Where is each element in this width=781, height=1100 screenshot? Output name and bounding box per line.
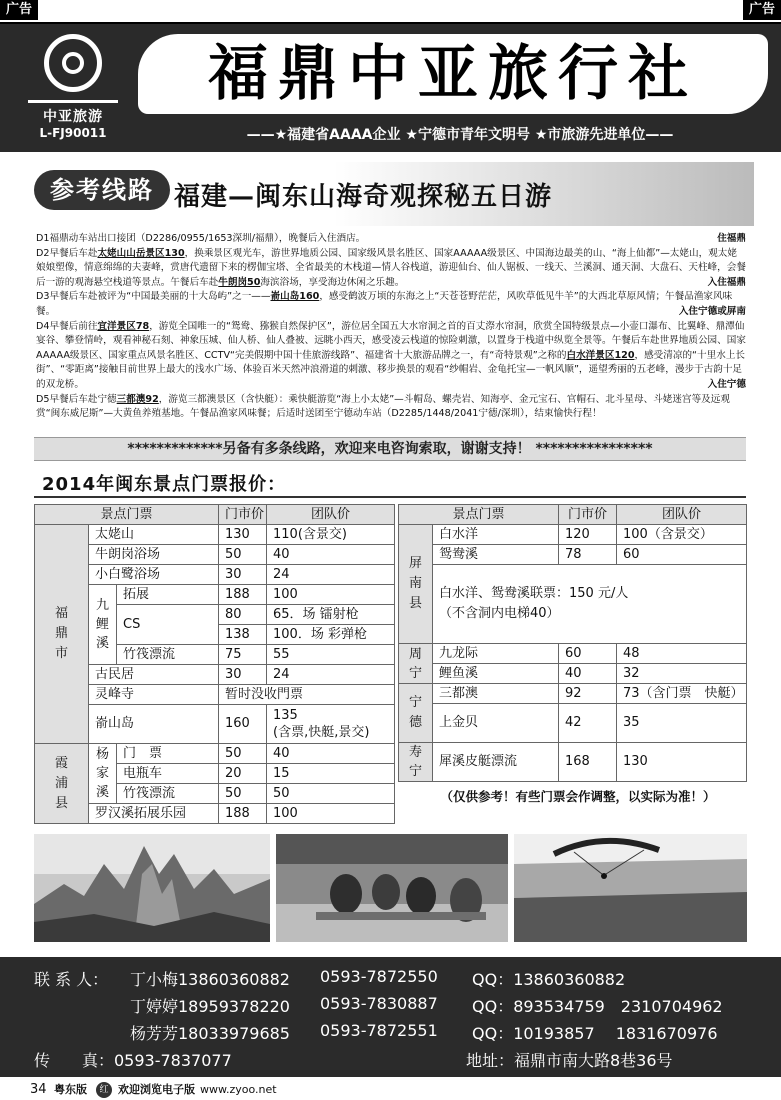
table-row: CS 80 65．场 镭射枪 bbox=[35, 605, 395, 625]
header-group-price: 团队价 bbox=[267, 505, 395, 525]
price-table-right bbox=[398, 504, 747, 782]
region-pingnan: 屏南县 bbox=[399, 525, 433, 644]
itinerary-day-1: D1福鼎动车站出口接团（D2286/0955/1653深圳/福鼎），晚餐后入住酒店。 住福鼎 bbox=[36, 232, 746, 247]
page-number: 34 bbox=[30, 1082, 47, 1097]
logo-license-code: L-FJ90011 bbox=[39, 126, 107, 140]
route-tag: 参考线路 bbox=[34, 170, 170, 210]
contact-qq-3: QQ：10193857 1831670976 bbox=[472, 1024, 718, 1043]
contact-label: 联 系 人： bbox=[34, 970, 109, 989]
photo-mountain-peaks bbox=[34, 834, 270, 942]
stay-label: 入住宁德 bbox=[702, 378, 746, 393]
region-fuding: 福鼎市 bbox=[35, 525, 89, 744]
table-row: 竹筏漂流 75 55 bbox=[35, 645, 395, 665]
region-ningde: 宁德 bbox=[399, 684, 433, 743]
ad-tag-right: 广告 bbox=[743, 0, 781, 20]
subregion-yangjia: 杨家溪 bbox=[89, 744, 117, 804]
table-header-row: 景点门票 门市价 团队价 bbox=[399, 505, 747, 525]
contact-qq-2: QQ：893534759 2310704962 bbox=[472, 997, 723, 1016]
table-row: 古民居 30 24 bbox=[35, 665, 395, 685]
tour-title: 福建—闽东山海奇观探秘五日游 bbox=[174, 182, 553, 212]
itinerary-day-3: D3早餐后车赴被评为“中国最美丽的十大岛屿”之一——嵛山岛160，感受鹤波万顷的东海之上“天苍苍野茫茫，风吹草低见牛羊”的大西北草原风情；午餐品渔家风味餐。 入住宁德或屏南 bbox=[36, 290, 746, 319]
table-row: 鸳鸯溪 78 60 bbox=[399, 545, 747, 565]
stay-label: 住福鼎 bbox=[711, 232, 746, 247]
divider bbox=[34, 496, 746, 498]
edition-label: 粤东版 bbox=[54, 1083, 87, 1096]
company-name: 福鼎中亚旅行社 bbox=[138, 34, 768, 114]
price-title: 2014年闽东景点门票报价： bbox=[42, 474, 287, 495]
table-row: 小白鹭浴场 30 24 bbox=[35, 565, 395, 585]
stay-label: 入住福鼎 bbox=[702, 276, 746, 291]
table-row: 罗汉溪拓展乐园 188 100 bbox=[35, 804, 395, 824]
logo-emblem-icon bbox=[44, 34, 102, 92]
contact-person-1: 丁小梅13860360882 bbox=[130, 970, 290, 989]
table-row: 上金贝 42 35 bbox=[399, 704, 747, 743]
table-row: 灵峰寺 暂时没收門票 bbox=[35, 685, 395, 705]
region-zhouning: 周宁 bbox=[399, 644, 433, 684]
region-shouning: 寿宁 bbox=[399, 743, 433, 782]
contact-phone-3: 0593-7872551 bbox=[320, 1021, 438, 1040]
table-row: 福鼎市 太姥山 130 110(含景交) bbox=[35, 525, 395, 545]
table-row: 电瓶车 20 15 bbox=[35, 764, 395, 784]
company-logo bbox=[28, 34, 118, 144]
contact-section bbox=[0, 957, 781, 1077]
company-slogan: ——★福建省AAAA企业 ★宁德市青年文明号 ★市旅游先进单位—— bbox=[246, 127, 674, 143]
publication-logo-icon: 红 bbox=[96, 1082, 112, 1098]
tour-title-band bbox=[34, 162, 756, 226]
contact-fax: 传 真：0593-7837077 bbox=[34, 1051, 232, 1070]
itinerary-day-4: D4早餐后前往宜洋景区78，游览全国唯一的“鸳鸯、猕猴自然保护区”，游位居全国五大水帘洞之首的百丈漈水帘洞，欣赏全国特级景点—小壶口瀑布、比翼峰、鼎潭仙宴谷、攀登情岭，观看神秘石刻、神象压城、仙人桥、仙人叠被、远眺小西天，感受凌云栈道的惊险刺激，以置身于栈道中纵览全景等。午餐后车赴世界地质公园、国家AAAAA级景区、国家重点风景名胜区、CCTV“完美假期中国十佳旅游线路”、福建省十大旅游品牌之一，有“奇特景观”之称的白水洋景区120，感受清凉的“十里水上长街”、“零距离”接触目前世界上最大的浅水广场、体验百米天然冲浪滑道的刺激、移步换景的观看“纱帽岩、金龟托宝—一帆风顺”，遥望秀丽的五老峰，漫步于古韵十足的双龙桥。 入住宁德 bbox=[36, 320, 746, 393]
ad-tag-left: 广告 bbox=[0, 0, 38, 20]
page-footer bbox=[0, 1080, 781, 1100]
itinerary bbox=[36, 232, 746, 422]
stay-label: 入住宁德或屏南 bbox=[673, 305, 746, 320]
logo-name: 中亚旅游 bbox=[43, 109, 103, 125]
top-ad-bar bbox=[0, 0, 781, 24]
contact-person-2: 丁婷婷18959378220 bbox=[130, 997, 290, 1016]
table-row: 霞浦县 杨家溪 门 票 50 40 bbox=[35, 744, 395, 764]
contact-person-3: 杨芳芳18033979685 bbox=[130, 1024, 290, 1043]
table-row: 竹筏漂流 50 50 bbox=[35, 784, 395, 804]
contact-address: 地址：福鼎市南大路8巷36号 bbox=[466, 1051, 673, 1070]
contact-qq-1: QQ：13860360882 bbox=[472, 970, 626, 989]
table-row: 寿宁 犀溪皮艇漂流 168 130 bbox=[399, 743, 747, 782]
contact-phone-1: 0593-7872550 bbox=[320, 967, 438, 986]
combo-ticket: 白水洋、鸳鸯溪联票：150 元/人 （不含洞内电梯40） bbox=[433, 565, 747, 644]
more-routes-notice: *************另备有多条线路，欢迎来电咨询索取，谢谢支持！ **************** bbox=[34, 437, 746, 461]
photo-paraglider-coast bbox=[514, 834, 747, 942]
photo-rafting bbox=[276, 834, 508, 942]
price-table-left bbox=[34, 504, 395, 824]
table-row: 九鲤溪 拓展 188 100 bbox=[35, 585, 395, 605]
table-row: 宁德 三都澳 92 73（含门票 快艇） bbox=[399, 684, 747, 704]
itinerary-day-5: D5早餐后车赴宁德三都澳92，游览三都澳景区（含快艇）：乘快艇游览“海上小太姥”—斗帽岛、螺壳岩、知海亭、金元宝石、官帽石、北斗星母、斗姥迷宫等及远观赏“闽东威尼斯”—大黄鱼养殖基地。午餐品渔家风味餐；后适时送团至宁德动车站（D2285/1448/2041宁德/深圳），结束愉快行程！ bbox=[36, 393, 730, 420]
table-header-row bbox=[35, 505, 395, 525]
table-row: 嵛山岛 160 135 (含票,快艇,景交) bbox=[35, 705, 395, 744]
contact-phone-2: 0593-7830887 bbox=[320, 994, 438, 1013]
table-row: 鲤鱼溪 40 32 bbox=[399, 664, 747, 684]
company-header bbox=[0, 24, 781, 152]
reference-note: （仅供参考！有些门票会作调整，以实际为准！） bbox=[440, 789, 716, 804]
header-gate-price: 门市价 bbox=[219, 505, 267, 525]
footer-url[interactable]: www.zyoo.net bbox=[200, 1083, 277, 1096]
table-row: 屏南县 白水洋 120 100（含景交） bbox=[399, 525, 747, 545]
table-row: 138 100．场 彩弹枪 bbox=[35, 625, 395, 645]
itinerary-day-2: D2早餐后车赴太姥山山岳景区130，换乘景区观光车，游世界地质公园、国家级风景名胜区、国家AAAAA级景区、中国海边最美的山、“海上仙都”—太姥山，观太姥娘娘塑像，情意绵绵的夫妻峰，赏唐代遗留下来的楞伽宝塔、全省最美的木栈道—情人谷栈道，游迎仙台、仙人锯板、一线天、兰溪洞、通天洞、大盘石、天柱峰，会餐后一游的观海悬空栈道等景点。午餐后车赴牛朗岗50海滨浴场，享受海边休闲之乐趣。 入住福鼎 bbox=[36, 247, 746, 291]
table-row: 牛朗岗浴场 50 40 bbox=[35, 545, 395, 565]
header-spot: 景点门票 bbox=[35, 505, 219, 525]
footer-text: 欢迎浏览电子版 bbox=[118, 1083, 195, 1096]
table-row: 周宁 九龙际 60 48 bbox=[399, 644, 747, 664]
region-xiapu: 霞浦县 bbox=[35, 744, 89, 824]
subregion-jiuli: 九鲤溪 bbox=[89, 585, 117, 665]
